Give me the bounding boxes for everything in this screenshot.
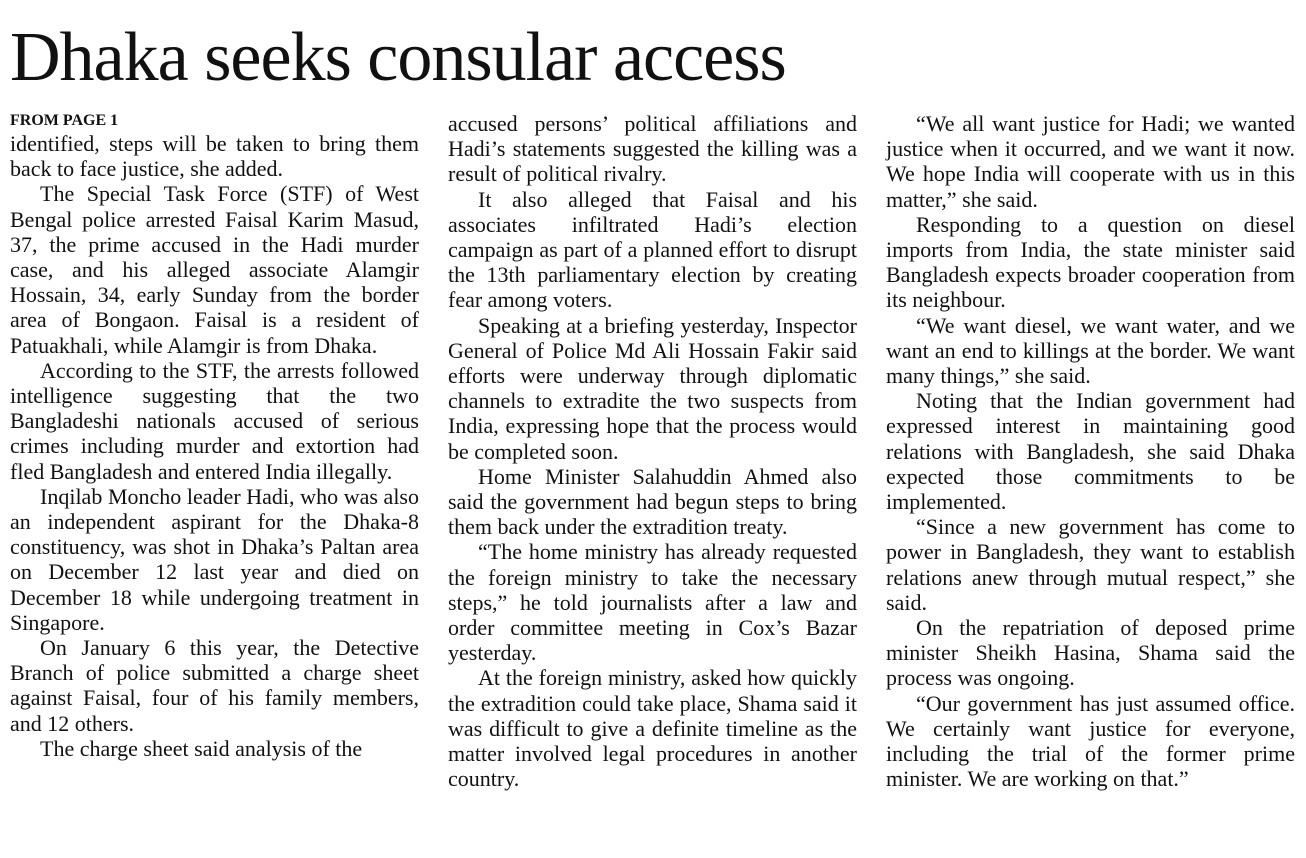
paragraph: The charge sheet said analysis of the [40,735,363,761]
paragraph: It also alleged that Faisal and his associates infiltrated Hadi’s election campaign as part of a planned effort to disrupt the 13th parliamentary election by creating fear among voters. [448,186,857,313]
paragraph: Responding to a question on diesel imports from India, the state minister said Bangladesh expects broader cooperation from its neighbour. [886,211,1295,313]
paragraph: On January 6 this year, the Detective Branch of police submitted a charge sheet against Faisal, four of his family members, and 12 others. [10,635,419,736]
paragraph: “Our government has just assumed office. We certainly want justice for everyone, including the trial of the former prime minister. We are working on that.” [886,690,1295,792]
headline: Dhaka seeks consular access [10,19,786,96]
article-column-2 [448,111,857,791]
paragraph: “We want diesel, we want water, and we want an end to killings at the border. We want many things,” she said. [886,312,1295,389]
paragraph: Inqilab Moncho leader Hadi, who was also an independent aspirant for the Dhaka-8 constituency, was shot in Dhaka’s Paltan area on December 12 last year and died on December 18 while undergoing treatment in Singapore. [10,483,419,635]
paragraph: According to the STF, the arrests followed intelligence suggesting that the two Bangladeshi nationals accused of serious crimes including murder and extortion had fled Bangladesh and entered India illegally. [10,357,419,484]
paragraph: Speaking at a briefing yesterday, Inspector General of Police Md Ali Hossain Fakir said efforts were underway through diplomatic channels to extradite the two suspects from India, expressing hope that the process would be completed soon. [448,312,857,464]
paragraph: accused persons’ political affiliations and Hadi’s statements suggested the killing was a result of political rivalry. [448,111,857,187]
paragraph: Home Minister Salahuddin Ahmed also said the government had begun steps to bring them back under the extradition treaty. [448,463,857,540]
paragraph: Noting that the Indian government had expressed interest in maintaining good relations with Bangladesh, she said Dhaka expected those commitments to be implemented. [886,388,1295,515]
article-column-1 [10,111,419,761]
paragraph: identified, steps will be taken to bring them back to face justice, she added. [10,131,419,182]
paragraph: “Since a new government has come to power in Bangladesh, they want to establish relations anew through mutual respect,” she said. [886,514,1295,615]
paragraph: “We all want justice for Hadi; we wanted justice when it occurred, and we want it now. We hope India will cooperate with us in this matter,” she said. [886,111,1295,212]
paragraph: The Special Task Force (STF) of West Bengal police arrested Faisal Karim Masud, 37, the prime accused in the Hadi murder case, and his alleged associate Alamgir Hossain, 34, early Sunday from the border area of Bongaon. Faisal is a resident of Patuakhali, while Alamgir is from Dhaka. [10,181,419,358]
paragraph: On the repatriation of deposed prime minister Sheikh Hasina, Shama said the process was ongoing. [886,615,1295,691]
paragraph: “The home ministry has already requested the foreign ministry to take the necessary steps,” he told journalists after a law and order committee meeting in Cox’s Bazar yesterday. [448,539,857,666]
paragraph: At the foreign ministry, asked how quickly the extradition could take place, Shama said it was difficult to give a definite timeline as the matter involved legal procedures in another country. [448,665,857,792]
article-column-3 [886,111,1295,791]
kicker-from-page-1: FROM PAGE 1 [10,112,119,129]
